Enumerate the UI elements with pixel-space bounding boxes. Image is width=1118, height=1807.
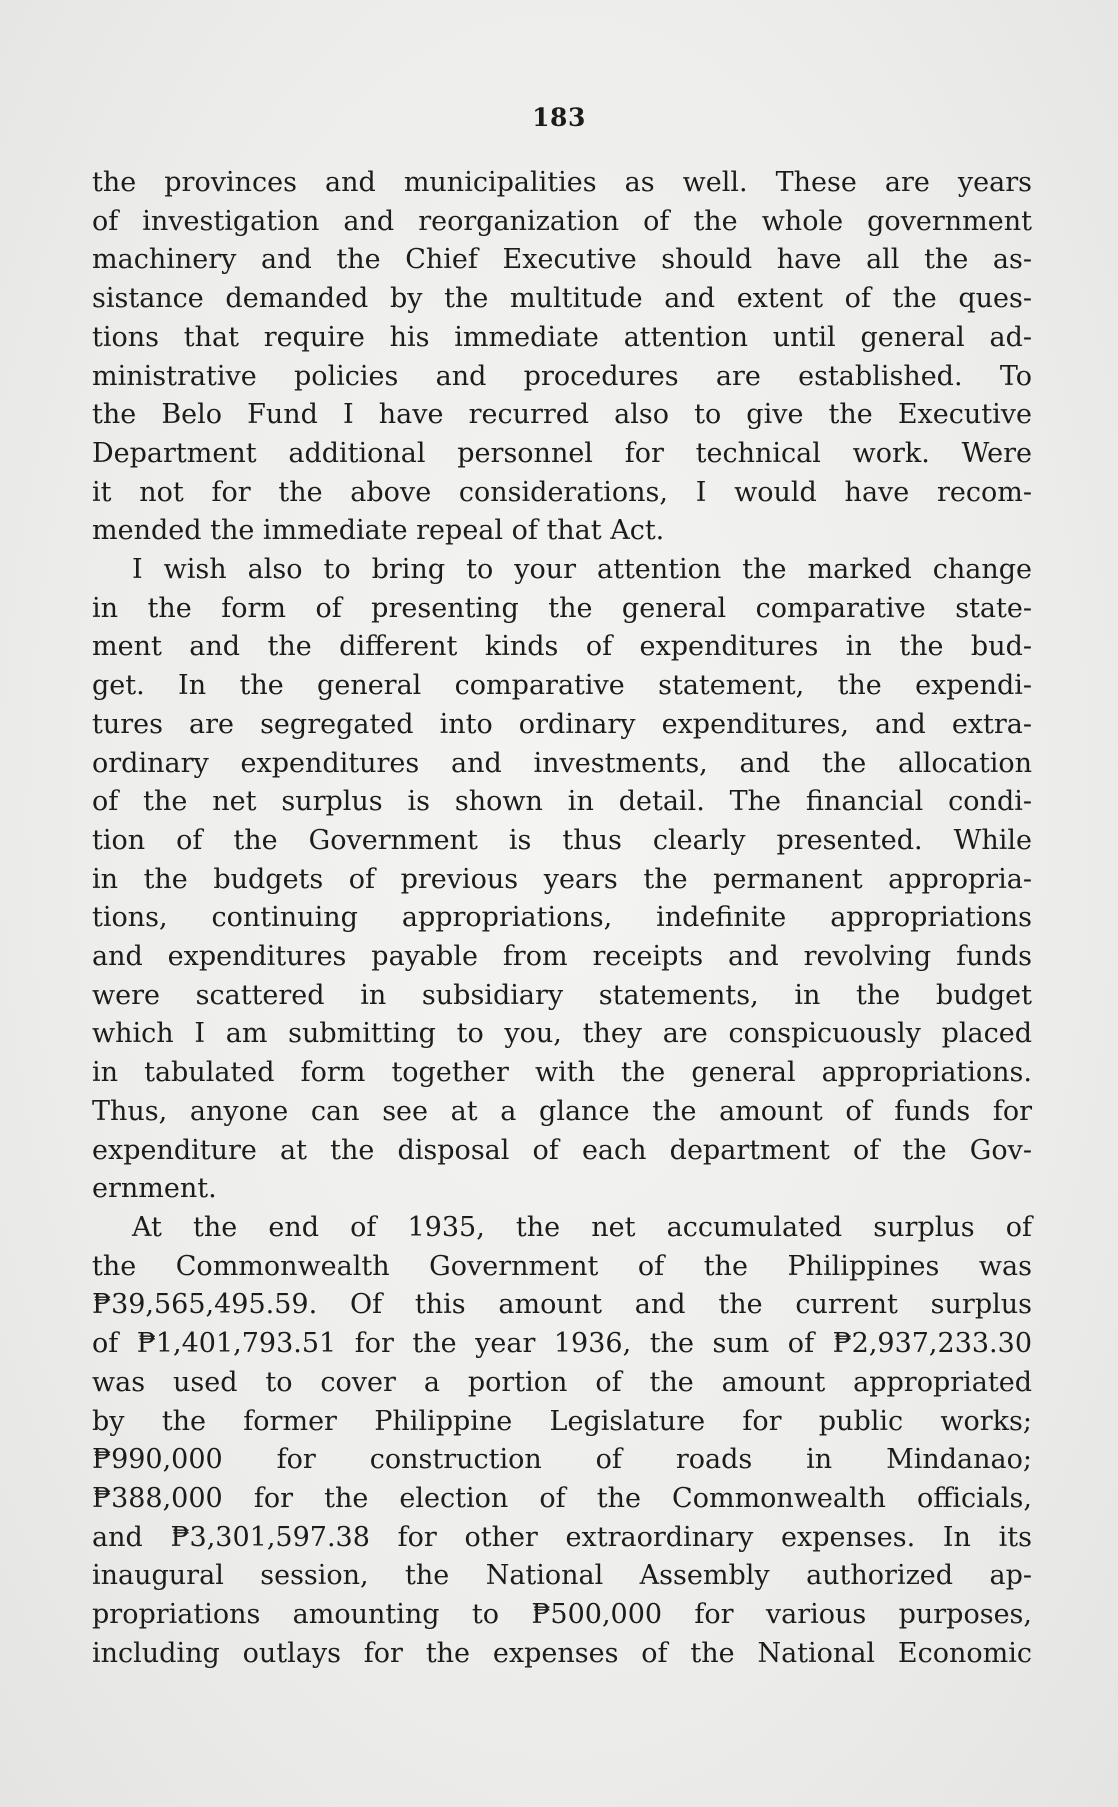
text-line: tions that require his immediate attention until general ad- [92,321,1032,353]
text-line: expenditure at the disposal of each department of the Gov- [92,1134,1032,1166]
text-line: ministrative policies and procedures are established. To [92,360,1032,392]
text-line: were scattered in subsidiary statements, in the budget [92,979,1032,1011]
text-line: propriations amounting to ₱500,000 for various purposes, [92,1599,1032,1631]
text-line: ₱388,000 for the election of the Commonwealth officials, [92,1482,1032,1514]
text-line: and ₱3,301,597.38 for other extraordinary expenses. In its [92,1521,1032,1553]
text-line: the Belo Fund I have recurred also to give the Executive [92,399,1032,431]
body-text [92,164,1032,1673]
text-line: of ₱1,401,793.51 for the year 1936, the sum of ₱2,937,233.30 [92,1328,1032,1360]
paragraph-2 [92,551,1032,1209]
text-line: ₱39,565,495.59. Of this amount and the current surplus [92,1289,1032,1321]
text-line: of investigation and reorganization of the whole government [92,205,1032,237]
text-line: it not for the above considerations, I would have recom- [92,476,1032,508]
text-line: inaugural session, the National Assembly authorized ap- [92,1560,1032,1592]
text-line: of the net surplus is shown in detail. The financial condi- [92,786,1032,818]
text-line: ernment. [92,1173,217,1205]
paragraph-1 [92,164,1032,551]
text-line: tions, continuing appropriations, indefinite appropriations [92,902,1032,934]
text-line: including outlays for the expenses of the National Economic [92,1637,1032,1669]
text-line: by the former Philippine Legislature for public works; [92,1405,1032,1437]
text-line: Thus, anyone can see at a glance the amount of funds for [92,1095,1032,1127]
text-line: was used to cover a portion of the amount appropriated [92,1366,1032,1398]
text-line: the provinces and municipalities as well. These are years [92,167,1032,198]
text-line: the Commonwealth Government of the Philippines was [92,1250,1032,1282]
text-line: which I am submitting to you, they are conspicuously placed [92,1018,1032,1050]
text-line: machinery and the Chief Executive should have all the as- [92,244,1032,276]
text-line: Department additional personnel for technical work. Were [92,437,1032,469]
text-line: ₱990,000 for construction of roads in Mindanao; [92,1444,1032,1476]
text-line: tures are segregated into ordinary expenditures, and extra- [92,708,1032,740]
paragraph-3 [92,1209,1032,1673]
text-line: get. In the general comparative statement, the expendi- [92,670,1032,702]
text-line: tion of the Government is thus clearly presented. While [92,824,1032,856]
text-line: mended the immediate repeal of that Act. [92,515,665,547]
page-number: 183 [532,103,586,132]
text-line: sistance demanded by the multitude and extent of the ques- [92,283,1032,315]
text-line: ment and the different kinds of expenditures in the bud- [92,631,1032,663]
text-line: and expenditures payable from receipts and revolving funds [92,941,1032,973]
text-line: in the form of presenting the general comparative state- [92,592,1032,624]
text-line: in the budgets of previous years the permanent appropria- [92,863,1032,895]
text-line: I wish also to bring to your attention the marked change [132,554,1032,586]
text-line: ordinary expenditures and investments, and the allocation [92,747,1032,779]
text-line: in tabulated form together with the general appropriations. [92,1057,1032,1089]
text-line: At the end of 1935, the net accumulated surplus of [132,1211,1032,1243]
